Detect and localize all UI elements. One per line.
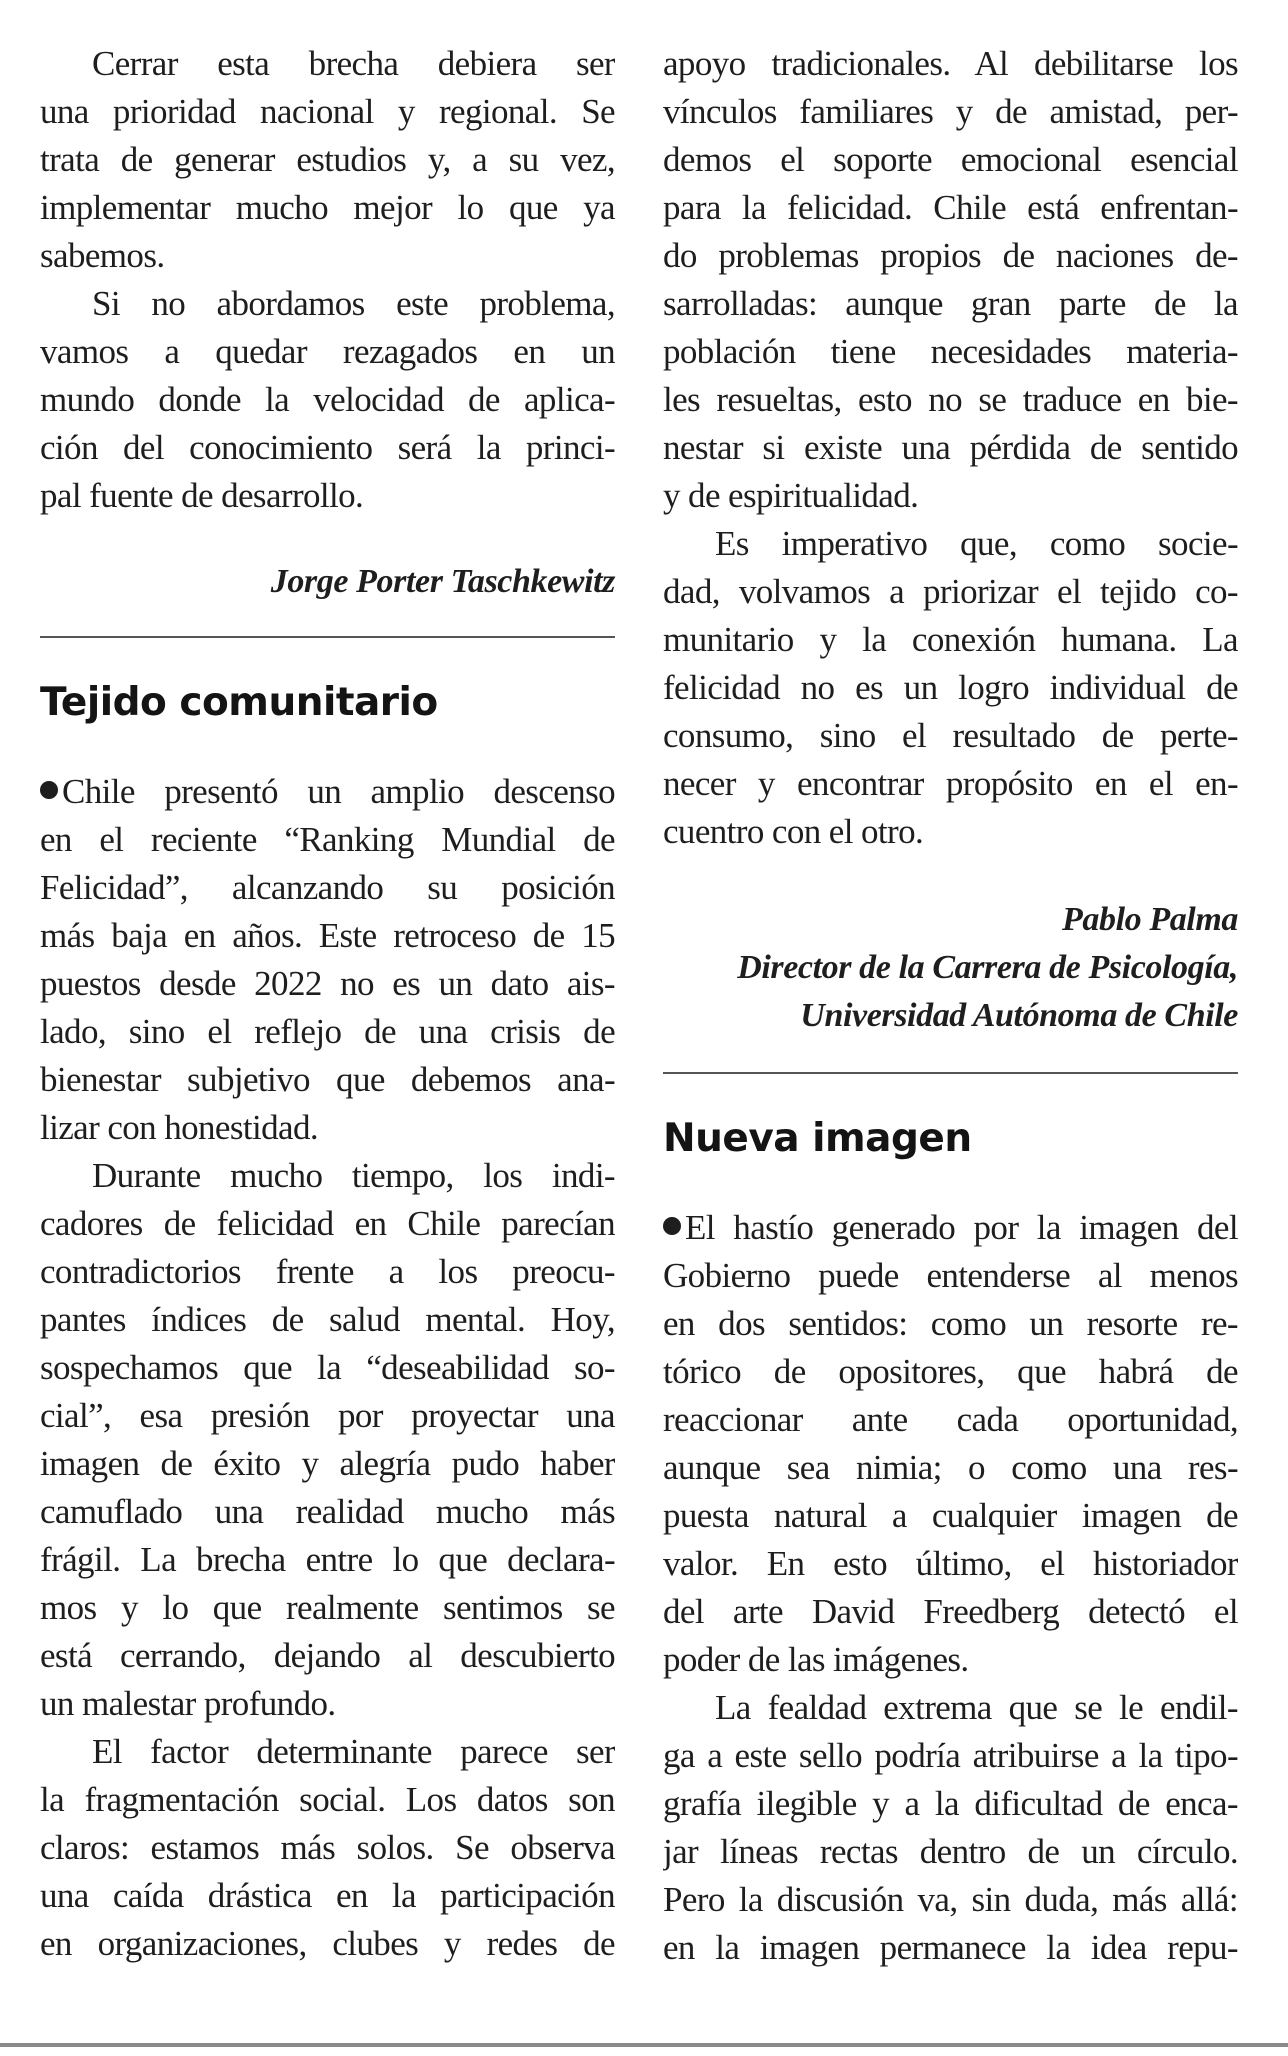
text-line: la fragmentación social. Los datos son (40, 1780, 615, 1819)
text-line: lizar con honestidad. (40, 1108, 318, 1147)
text-line: dad, volvamos a priorizar el tejido co- (663, 572, 1238, 611)
text-line: Durante mucho tiempo, los indi- (92, 1156, 615, 1195)
text-line: cial”, esa presión por proyectar una (40, 1396, 615, 1435)
text-line: Gobierno puede entenderse al menos (663, 1256, 1238, 1295)
article-body (663, 1204, 1238, 1972)
text-line: trata de generar estudios y, a su vez, (40, 140, 615, 179)
text-line: puesta natural a cualquier imagen de (663, 1496, 1238, 1535)
text-line: do problemas propios de naciones de- (663, 236, 1238, 275)
text-line: necer y encontrar propósito en el en- (663, 764, 1238, 803)
text-line: La fealdad extrema que se le endil- (715, 1688, 1238, 1727)
text-line: Felicidad”, alcanzando su posición (40, 868, 615, 907)
text-line: una caída drástica en la participación (40, 1876, 615, 1915)
author-signature: Jorge Porter Taschkewitz (270, 563, 615, 600)
author-institution: Universidad Autónoma de Chile (800, 997, 1238, 1034)
text-line: mundo donde la velocidad de aplica- (40, 380, 615, 419)
text-line: ga a este sello podría atribuirse a la tipo- (663, 1736, 1238, 1775)
page-bottom-rule (0, 2043, 1288, 2047)
text-line: en el reciente “Ranking Mundial de (40, 820, 615, 859)
article-continuation (663, 40, 1238, 856)
intro-letter-end (40, 40, 615, 606)
author-role: Director de la Carrera de Psicología, (737, 949, 1238, 986)
text-line: más baja en años. Este retroceso de 15 (40, 916, 615, 955)
text-line: El factor determinante parece ser (92, 1732, 615, 1771)
text-line: en la imagen permanece la idea repu- (663, 1928, 1238, 1967)
text-line: camuflado una realidad mucho más (40, 1492, 615, 1531)
text-line: puestos desde 2022 no es un dato ais- (40, 964, 615, 1003)
text-line: cuentro con el otro. (663, 812, 924, 851)
article-body (40, 768, 615, 1968)
text-line: población tiene necesidades materia- (663, 332, 1238, 371)
text-line: del arte David Freedberg detectó el (663, 1592, 1238, 1631)
text-line: Si no abordamos este problema, (92, 284, 615, 323)
text-line: está cerrando, dejando al descubierto (40, 1636, 615, 1675)
author-name: Pablo Palma (1062, 901, 1238, 938)
text-line: para la felicidad. Chile está enfrentan- (663, 188, 1238, 227)
text-line: bienestar subjetivo que debemos ana- (40, 1060, 615, 1099)
text-line: tórico de opositores, que habrá de (663, 1352, 1238, 1391)
article-title: Nueva imagen (663, 1116, 972, 1161)
text-line: aunque sea nimia; o como una res- (663, 1448, 1238, 1487)
text-line: munitario y la conexión humana. La (663, 620, 1238, 659)
text-line: pantes índices de salud mental. Hoy, (40, 1300, 615, 1339)
text-line: y de espiritualidad. (663, 476, 919, 515)
text-line: El hastío generado por la imagen del (663, 1204, 1238, 1252)
author-signature-block (663, 896, 1238, 1040)
article-title: Tejido comunitario (40, 680, 438, 725)
text-line: felicidad no es un logro individual de (663, 668, 1238, 707)
text-line: frágil. La brecha entre lo que declara- (40, 1540, 615, 1579)
text-line: Pero la discusión va, sin duda, más allá: (663, 1880, 1238, 1919)
text-line: consumo, sino el resultado de perte- (663, 716, 1238, 755)
text-line: sospechamos que la “deseabilidad so- (40, 1348, 615, 1387)
text-line: contradictorios frente a los preocu- (40, 1252, 615, 1291)
text-line: les resueltas, esto no se traduce en bie- (663, 380, 1238, 419)
text-line: reaccionar ante cada oportunidad, (663, 1400, 1238, 1439)
text-line: lado, sino el reflejo de una crisis de (40, 1012, 615, 1051)
text-line: apoyo tradicionales. Al debilitarse los (663, 44, 1238, 83)
text-line: cadores de felicidad en Chile parecían (40, 1204, 615, 1243)
text-line: una prioridad nacional y regional. Se (40, 92, 615, 131)
text-line: sabemos. (40, 236, 165, 275)
text-line: sarrolladas: aunque gran parte de la (663, 284, 1238, 323)
left-column (40, 40, 615, 1968)
text-line: un malestar profundo. (40, 1684, 336, 1723)
text-line: ción del conocimiento será la princi- (40, 428, 615, 467)
right-column (663, 40, 1238, 1972)
text-line: poder de las imágenes. (663, 1640, 969, 1679)
text-line: implementar mucho mejor lo que ya (40, 188, 615, 227)
text-line: nestar si existe una pérdida de sentido (663, 428, 1238, 467)
text-line: demos el soporte emocional esencial (663, 140, 1238, 179)
text-line: imagen de éxito y alegría pudo haber (40, 1444, 615, 1483)
text-line: en organizaciones, clubes y redes de (40, 1924, 615, 1963)
text-line: pal fuente de desarrollo. (40, 476, 364, 515)
text-line: Chile presentó un amplio descenso (40, 768, 615, 816)
text-line: Es imperativo que, como socie- (715, 524, 1238, 563)
text-line: mos y lo que realmente sentimos se (40, 1588, 615, 1627)
text-line: en dos sentidos: como un resorte re- (663, 1304, 1238, 1343)
bullet-icon (40, 781, 58, 799)
text-line: Cerrar esta brecha debiera ser (92, 44, 615, 83)
bullet-icon (663, 1217, 681, 1235)
text-line: claros: estamos más solos. Se observa (40, 1828, 615, 1867)
text-line: valor. En esto último, el historiador (663, 1544, 1238, 1583)
text-line: jar líneas rectas dentro de un círculo. (663, 1832, 1238, 1871)
text-line: vínculos familiares y de amistad, per- (663, 92, 1238, 131)
text-line: vamos a quedar rezagados en un (40, 332, 615, 371)
text-line: grafía ilegible y a la dificultad de enca- (663, 1784, 1238, 1823)
